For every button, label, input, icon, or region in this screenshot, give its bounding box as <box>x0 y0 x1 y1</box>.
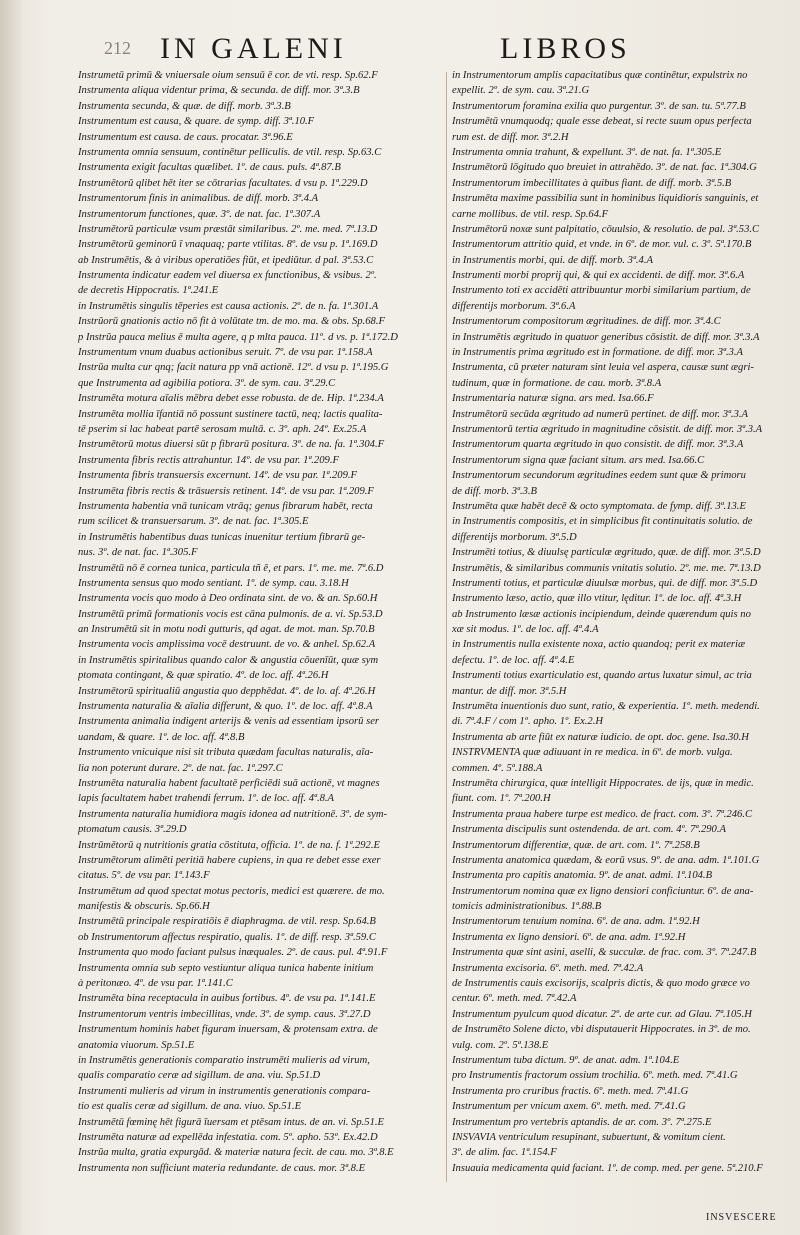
index-entry-line: INSTRVMENTA quæ adiuuant in re medica. in 6º. de morb. vulga. <box>452 747 733 759</box>
index-entry-line: Instrūorū gnationis actio nō fit à volūtate tm. de mo. ma. & obs. Sp.68.F <box>78 316 385 328</box>
index-entry-line: Instrumētorū qlibet hēt iter se cōtrarias facultates. d vsu p. 1ª.229.D <box>78 177 368 189</box>
index-entry-line: expellit. 2º. de sym. cau. 3ª.21.G <box>452 85 590 97</box>
index-entry-line: Instrumenta exigit facultas quælibet. 1º. de caus. puls. 4ª.87.B <box>78 162 341 174</box>
index-entry-line: Instrumentorum finis in animalibus. de diff. morb. 3ª.4.A <box>78 193 319 205</box>
index-entry-line: ptomatum causis. 3ª.29.D <box>78 824 187 836</box>
index-entry-line: Instrumēta bina receptacula in auibus fortibus. 4º. de vsu pa. 1ª.141.E <box>78 993 376 1005</box>
index-entry-line: lapis facultatem habet trahendi ferrum. 1º. de loc. aff. 4ª.8.A <box>78 793 335 805</box>
index-entry-line: Instrumenta omnia sensuum, continētur pelliculis. de vtil. resp. Sp.63.C <box>78 146 382 158</box>
index-entry-line: Instrumētorū particulæ vsum præstāt similaribus. 2º. me. med. 7ª.13.D <box>78 223 378 235</box>
index-entry-line: à peritonæo. 4º. de vsu par. 1ª.141.C <box>78 978 233 990</box>
index-entry-line: tudinum, quæ in formatione. de cau. morb. 3ª.8.A <box>452 377 662 389</box>
index-entry-line: Instrumenta quæ sint asini, aselli, & succulæ. de frac. com. 3º. 7ª.247.B <box>452 947 757 959</box>
index-entry-line: Instrumenta naturalia humidiora magis idonea ad nutritionē. 3º. de sym- <box>78 808 388 820</box>
index-entry-line: in Instrumētis spiritalibus quando calor & angustia cōuenīūt, quæ sym <box>78 654 379 666</box>
index-entry-line: uandam, & quare. 1º. de loc. aff. 4ª.8.B <box>78 731 245 743</box>
index-entry-line: Instrumenta fibris transuersis excernunt. 14º. de vsu par. 1ª.209.F <box>78 470 357 482</box>
index-entry-line: Instrumentorum nomina quæ ex ligno densiori conficiuntur. 6º. de ana- <box>452 885 754 897</box>
index-column-right <box>452 68 798 1208</box>
index-entry-line: Insuauia medicamenta quid faciant. 1º. de comp. med. per gene. 5ª.210.F <box>452 1162 763 1174</box>
index-entry-line: in Instrumētis generationis comparatio instrumēti mulieris ad virum, <box>78 1055 370 1066</box>
index-entry-line: in Instrumentis morbi, qui. de diff. morb. 3ª.4.A <box>452 254 653 266</box>
index-entry-line: Instrumentorum attritio quid, et vnde. in 6º. de mor. vul. c. 3º. 5ª.170.B <box>452 239 752 251</box>
index-entry-line: Instrumenta secunda, & quæ. de diff. morb. 3ª.3.B <box>78 100 291 112</box>
index-entry-line: que Instrumenta ad agibilia potiora. 3º. de sym. cau. 3ª.29.C <box>78 377 336 389</box>
index-entry-line: Instrūmētorū q nutritionis gratia cōstituta, officia. 1º. de na. f. 1ª.292.E <box>78 839 380 851</box>
index-entry-line: Instrumentorum tenuium nomina. 6º. de ana. adm. 1ª.92.H <box>452 916 700 928</box>
index-entry-line: Instrumentum pyulcum quod dicatur. 2º. de arte cur. ad Glau. 7ª.105.H <box>452 1008 752 1020</box>
index-entry-line: Instrumēta quæ habēt decē & octo symptomata. de fymp. diff. 3ª.13.E <box>452 500 746 512</box>
index-entry-line: Instrumenta praua habere turpe est medico. de fract. com. 3º. 7ª.246.C <box>452 808 753 820</box>
index-entry-line: Instrumentorū tertia ægritudo in magnitudine cōsistit. de diff. mor. 3ª.3.A <box>452 423 763 435</box>
index-entry-line: qualis comparatio ceræ ad sigillum. de ana. viu. Sp.51.D <box>78 1070 321 1082</box>
index-entry-line: Instrumenta omnia sub septo vestiuntur aliqua tunica habente initium <box>78 962 374 974</box>
index-entry-line: pro Instrumentis fractorum ossium trochilia. 6º. meth. med. 7ª.41.G <box>452 1070 738 1082</box>
index-entry-line: Instrumētum ad quod spectat motus pectoris, medici est quærere. de mo. <box>78 885 385 897</box>
page-header <box>0 28 800 68</box>
index-entry-line: Instrumenta animalia indigent arterijs & venis ad essentiam ipsorū ser <box>78 716 380 728</box>
index-entry-line: Instrumenta vocis quo modo à Deo ordinata sint. de vo. & an. Sp.60.H <box>78 593 378 605</box>
index-entry-line: Instrumentorum signa quæ faciant situm. ars med. Isa.66.C <box>452 454 705 466</box>
index-entry-line: Instrumēta naturalia habent facultatē perficiēdi suā actionē, vt magnes <box>78 777 380 789</box>
index-entry-line: Instrumentorum foramina exilia quo purgentur. 3º. de san. tu. 5ª.77.B <box>452 100 746 112</box>
index-entry-line: Instrumenta ab arte fiūt ex naturæ iudicio. de opt. doc. gene. Isa.30.H <box>452 731 749 743</box>
index-entry-line: tē pserim si lac habeat partē serosam multā. c. 3º. aph. 24º. Ex.25.A <box>78 423 367 435</box>
index-entry-line: Instrūa multa, gratia expurgād. & materiæ natura fecit. de cau. mo. 3ª.8.E <box>78 1147 394 1159</box>
index-entry-line: Instrumenta sensus quo modo sentiant. 1º. de symp. cau. 3.18.H <box>78 577 349 589</box>
index-entry-line: differentijs morborum. 3ª.5.D <box>452 531 577 543</box>
index-entry-line: tomicis administrationibus. 1ª.88.B <box>452 901 602 913</box>
index-entry-line: Instrumenta vocis amplissima vocē destruunt. de vo. & anhel. Sp.62.A <box>78 639 376 651</box>
index-entry-line: de diff. morb. 3ª.3.B <box>452 485 538 497</box>
index-entry-line: Instrumentum vnum duabus actionibus seruit. 7º. de vsu par. 1ª.158.A <box>78 347 373 359</box>
index-entry-line: carne mollibus. de vtil. resp. Sp.64.F <box>452 208 609 220</box>
index-entry-line: Instrumētorū motus diuersi sūt p fibrarū positura. 3º. de na. fa. 1ª.304.F <box>78 439 385 451</box>
index-entry-line: Instrumenta, cū præter naturam sint leuia vel aspera, causæ sunt ægri- <box>452 362 754 374</box>
index-entry-line: Instrumētū vnumquodq; quale esse debeat, si recte suum opus perfecta <box>452 116 752 128</box>
running-title-left: IN GALENI <box>160 32 347 65</box>
index-entry-line: Instrumenta anatomica quædam, & eorū vsus. 9º. de ana. adm. 1ª.101.G <box>452 854 760 866</box>
index-entry-line: de Instrumēto Solene dicto, vbi disputauerit Hippocrates. in 3º. de mo. <box>452 1024 751 1036</box>
index-entry-line: commen. 4º. 5ª.188.A <box>452 762 543 774</box>
index-entry-line: Instrumēti totius, & diuulsę particulæ ægritudo, quæ. de diff. mor. 3ª.5.D <box>452 547 761 559</box>
index-entry-line: Instrumenta pro capitis anatomia. 9º. de anat. admi. 1ª.104.B <box>452 870 713 882</box>
index-entry-line: Instrumentum per vnicum axem. 6º. meth. med. 7ª.41.G <box>452 1101 686 1113</box>
index-entry-line: Instrumētū primū formationis vocis est cāna pulmonis. de a. vi. Sp.53.D <box>78 608 383 620</box>
index-entry-line: Instrumēta mollia īfantiā nō possunt sustinere tactū, neq; lactis qualita- <box>78 408 383 420</box>
index-entry-line: manifestis & obscuris. Sp.66.H <box>78 901 210 913</box>
index-entry-line: Instrumentum pro vertebris aptandis. de ar. com. 3º. 7ª.275.E <box>452 1116 712 1128</box>
index-entry-line: Instrumētorum alimēti peritiā habere cupiens, in qua re debet esse exer <box>78 854 381 866</box>
index-entry-line: xæ sit modus. 1º. de loc. aff. 4ª.4.A <box>452 624 599 636</box>
index-entry-line: Instrumēta motura aīalis mēbra debet esse robusta. de de. Hip. 1ª.234.A <box>78 393 384 405</box>
index-entry-line: in Instrumētis singulis tēperies est causa actionis. 2º. de n. fa. 1ª.301.A <box>78 300 379 312</box>
index-entry-line: Instrumenti morbi proprij qui, & qui ex accidenti. de diff. mor. 3ª.6.A <box>452 270 745 282</box>
index-entry-line: Instrumēta chirurgica, quæ intelligit Hippocrates. de ijs, quæ in medic. <box>452 777 754 789</box>
index-entry-line: di. 7ª.4.F / com 1º. apho. 1º. Ex.2.H <box>452 716 604 728</box>
index-entry-line: Instrumētū nō ē cornea tunica, particula tñ ē, et pars. 1º. me. me. 7ª.6.D <box>78 562 384 574</box>
index-entry-line: in Instrumentis compositis, et in simplicibus fit continuitatis solutio. de <box>452 516 753 528</box>
index-entry-line: Instrumentorum functiones, quæ. 3º. de nat. fac. 1ª.307.A <box>78 208 321 220</box>
index-entry-line: Instrumenta discipulis sunt ostendenda. de art. com. 4º. 7ª.290.A <box>452 824 726 836</box>
index-entry-line: in Instrumentis prima ægritudo est in formatione. de diff. mor. 3ª.3.A <box>452 347 744 359</box>
index-entry-line: Instrumentorum ventris imbecillitas, vnde. 3º. de symp. caus. 3ª.27.D <box>78 1008 371 1020</box>
index-entry-line: ab Instrumētis, & à viribus operatiōes fiūt, et ipediūtur. d pal. 3ª.53.C <box>78 254 374 266</box>
index-entry-line: anatomia viuorum. Sp.51.E <box>78 1039 195 1051</box>
index-entry-line: Instrumento toti ex accidēti attribuuntur morbi similarium partium, de <box>452 285 751 297</box>
index-entry-line: Instrumenti totius exarticulatio est, quando artus luxatur simul, ac tria <box>452 670 752 682</box>
index-entry-line: centur. 6º. meth. med. 7ª.42.A <box>452 993 577 1005</box>
index-entry-line: Instrumenta fibris rectis attrahuntur. 14º. de vsu par. 1ª.209.F <box>78 454 339 466</box>
index-entry-line: Instrumētorū noxæ sunt palpitatio, cōuulsio, & resolutio. de pal. 3ª.53.C <box>452 223 760 235</box>
index-entry-line: Instrumēta fibris rectis & trāsuersis retinent. 14º. de vsu par. 1ª.209.F <box>78 485 374 497</box>
index-entry-line: differentijs morborum. 3ª.6.A <box>452 300 576 312</box>
index-entry-line: nus. 3º. de nat. fac. 1ª.305.F <box>78 547 198 559</box>
index-entry-line: Instrumenta non sufficiunt materia redundante. de caus. mor. 3ª.8.E <box>78 1162 366 1174</box>
index-entry-line: Instrumētū principale respiratiōis ē diaphragma. de vtil. resp. Sp.64.B <box>78 916 376 928</box>
index-entry-line: Instrumentaria naturæ signa. ars med. Isa.66.F <box>452 393 654 405</box>
page-number: 212 <box>104 38 131 58</box>
index-entry-line: Instrumenta habentia vnā tunicam vtrāq; genus fibrarum habēt, recta <box>78 500 373 512</box>
index-entry-line: Instrumenta naturalia & aīalia differunt, & quo. 1º. de loc. aff. 4ª.8.A <box>78 701 373 713</box>
catchword: INSVESCERE <box>706 1212 777 1223</box>
index-entry-line: Instrumento vnicuique nisi sit tributa quædam facultas naturalis, aīa- <box>78 747 374 759</box>
index-entry-line: rum est. de diff. mor. 3ª.2.H <box>452 131 569 143</box>
index-entry-line: ab Instrumento læsæ actionis incipiendum, deinde quærendum quis no <box>452 608 751 620</box>
index-entry-line: an Instrumētū sit in motu nodi gutturis, qd agat. de mot. man. Sp.70.B <box>78 624 375 636</box>
index-entry-line: in Instrumētis ægritudo in quatuor generibus cōsistit. de diff. mor. 3ª.3.A <box>452 331 760 343</box>
index-entry-line: Instrumentorum imbecillitates à quibus fiant. de diff. morb. 3ª.5.B <box>452 177 732 189</box>
index-entry-line: INSVAVIA ventriculum resupinant, subuertunt, & vomitum cient. <box>452 1131 726 1143</box>
index-entry-line: tio est qualis ceræ ad sigillum. de ana. viuo. Sp.51.E <box>78 1101 302 1113</box>
index-entry-line: Instrumenta quo modo faciant pulsus inæquales. 2º. de caus. pul. 4ª.91.F <box>78 947 388 959</box>
index-entry-line: Instrumenti totius, et particulæ diuulsæ morbus, qui. de diff. mor. 3ª.5.D <box>452 577 758 589</box>
index-entry-line: Instrumentorum secundorum ægritudines eedem sunt quæ & primoru <box>452 470 746 482</box>
index-entry-line: citatus. 5º. de vsu par. 1ª.143.F <box>78 870 210 882</box>
index-entry-line: Instrumenta ex ligno densiori. 6º. de ana. adm. 1ª.92.H <box>452 931 686 943</box>
index-entry-line: Instrumētorū lōgitudo quo breuiet in attrahēdo. 3º. de nat. fac. 1ª.304.G <box>452 162 757 174</box>
index-entry-line: Instrumenta aliqua videntur prima, & secunda. de diff. mor. 3ª.3.B <box>78 85 360 97</box>
index-entry-line: Instrumēta maxime passibilia sunt in hominibus liquidioris sanguinis, et <box>452 193 759 205</box>
index-entry-line: in Instrumentis nulla existente noxa, actio quandoq; perit ex materiæ <box>452 639 746 651</box>
page-gutter-shadow <box>0 0 22 1235</box>
index-entry-line: Instrumentorum compositorum ægritudines. de diff. mor. 3ª.4.C <box>452 316 721 328</box>
index-entry-line: Instrumenta indicatur eadem vel diuersa ex functionibus, & vsibus. 2º. <box>78 270 377 282</box>
index-entry-line: Instrumētorū secūda ægritudo ad numerū pertinet. de diff. mor. 3ª.3.A <box>452 408 748 420</box>
running-title-right: LIBROS <box>500 32 631 65</box>
index-entry-line: Instrumēta naturæ ad expellēda infestatia. com. 5º. apho. 53º. Ex.42.D <box>78 1131 378 1143</box>
index-entry-line: in Instrumētis habentibus duas tunicas inuenitur tertium fibrarū ge- <box>78 531 366 543</box>
index-entry-line: de Instrumentis cauis excisorijs, scalpris dictis, & quo modo græce vo <box>452 978 750 990</box>
index-entry-line: p Instrūa pauca melius ē multa agere, q p mlta pauca. 11º. d vs. p. 1ª.172.D <box>78 331 398 343</box>
index-entry-line: mantur. de diff. mor. 3ª.5.H <box>452 685 567 697</box>
index-entry-line: Instrumentum est causa. de caus. procatar. 3ª.96.E <box>78 131 293 143</box>
index-entry-line: Instrumentum tuba dictum. 9º. de anat. adm. 1ª.104.E <box>452 1055 680 1066</box>
index-entry-line: Instrumētorū geminorū ī vnaquaq; parte vtilitas. 8º. de vsu p. 1ª.169.D <box>78 239 378 251</box>
index-entry-line: Instrumētorū spiritualiū angustia quo depphēdat. 4º. de lo. af. 4ª.26.H <box>78 685 376 697</box>
index-entry-line: Instrumētū fœminę hēt figurā īuersam et ptēsam intus. de an. vi. Sp.51.E <box>78 1116 385 1128</box>
index-entry-line: lia non poterunt durare. 2º. de nat. fac. 1ª.297.C <box>78 762 283 774</box>
index-entry-line: Instrumetū primū & vniuersale oium sensuū ē cor. de vti. resp. Sp.62.F <box>78 70 378 81</box>
index-entry-line: Instrumētis, & similaribus communis vnitatis solutio. 2º. me. me. 7ª.13.D <box>452 562 761 574</box>
index-entry-line: Instrumēta inuentionis duo sunt, ratio, & experientia. 1º. meth. medendi. <box>452 701 760 713</box>
index-entry-line: in Instrumentorum amplis capacitatibus quæ continētur, expulstrix no <box>452 70 748 81</box>
index-column-left <box>78 68 440 1198</box>
index-entry-line: Instrumento læso, actio, quæ illo vtitur, lęditur. 1º. de loc. aff. 4ª.3.H <box>452 593 742 605</box>
column-divider <box>446 72 447 1182</box>
index-entry-line: vulg. com. 2º. 5ª.138.E <box>452 1039 549 1051</box>
index-entry-line: defectu. 1º. de loc. aff. 4ª.4.E <box>452 654 575 666</box>
index-entry-line: de decretis Hippocratis. 1ª.241.E <box>78 285 219 297</box>
index-entry-line: Instrumentum est causa, & quare. de symp. diff. 3ª.10.F <box>78 116 315 128</box>
index-entry-line: fiunt. com. 1º. 7ª.200.H <box>452 793 551 805</box>
index-entry-line: Instrumentorum differentiæ, quæ. de art. com. 1º. 7ª.258.B <box>452 839 700 851</box>
index-entry-line: ob Instrumentorum affectus respiratio, qualis. 1º. de diff. resp. 3ª.59.C <box>78 931 376 943</box>
index-entry-line: Instrumenta excisoria. 6º. meth. med. 7ª.42.A <box>452 962 644 974</box>
index-entry-line: 3º. de alim. fac. 1ª.154.F <box>452 1147 557 1159</box>
index-entry-line: Instrumentum hominis habet figuram inuersam, & protensam extra. de <box>78 1024 378 1036</box>
index-entry-line: Instrumenta omnia trahunt, & expellunt. 3º. de nat. fa. 1ª.305.E <box>452 146 722 158</box>
index-entry-line: rum scilicet & transuersarum. 3º. de nat. fac. 1ª.305.E <box>78 516 309 528</box>
index-entry-line: Instrumentorum quarta ægritudo in quo consistit. de diff. mor. 3ª.3.A <box>452 439 744 451</box>
index-entry-line: Instrumenta pro cruribus fractis. 6º. meth. med. 7ª.41.G <box>452 1085 689 1097</box>
index-entry-line: Instrumenti mulieris ad virum in instrumentis generationis compara- <box>78 1085 371 1097</box>
index-entry-line: Instrūa multa cur qnq; facit natura pp vnā actionē. 12º. d vsu p. 1ª.195.G <box>78 362 389 374</box>
index-entry-line: ptomata contingant, & quæ spiratio. 4º. de loc. aff. 4ª.26.H <box>78 670 329 682</box>
